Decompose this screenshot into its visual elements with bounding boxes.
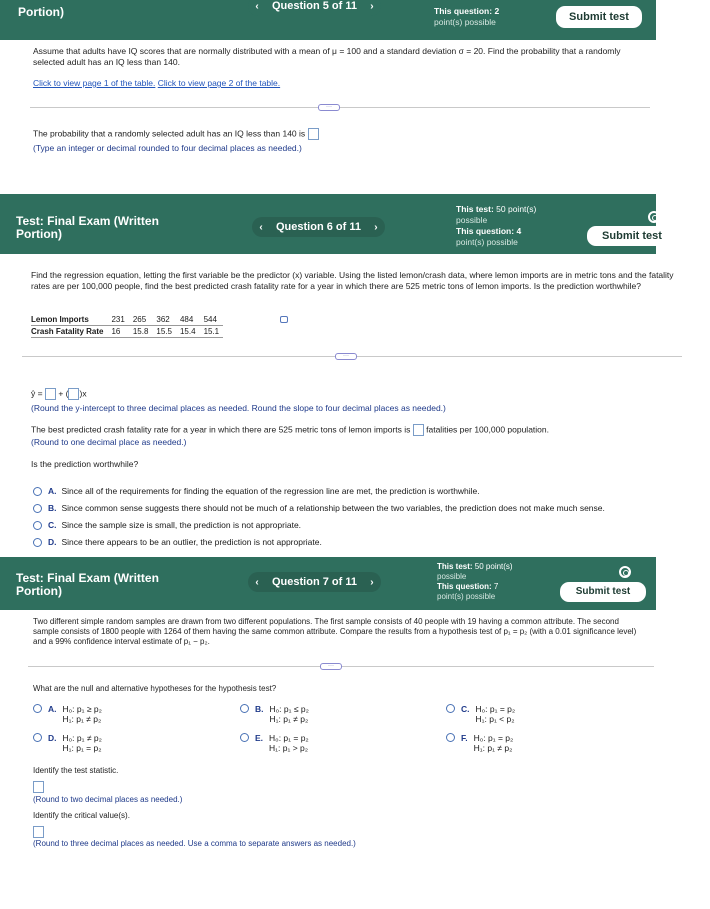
q6-header <box>0 194 662 254</box>
q7-option-d[interactable]: D. H₀: p₁ ≠ p₂ H₁: p₁ = p₂ <box>33 733 102 753</box>
radio-button[interactable] <box>33 487 42 496</box>
q7-crit-hint: (Round to three decimal places as needed. Use a comma to separate answers as needed.) <box>33 839 356 848</box>
q7-expand-toggle[interactable]: ··· <box>320 663 342 670</box>
table-row-label: Lemon Imports <box>31 314 107 326</box>
q6-test-title: Test: Final Exam (Written Portion) <box>16 214 159 241</box>
table-cell: 362 <box>152 314 176 326</box>
test-statistic-input[interactable] <box>33 781 44 793</box>
table-row-label: Crash Fatality Rate <box>31 326 107 338</box>
q7-stat-label: Identify the test statistic. <box>33 766 119 775</box>
q5-question-nav <box>248 0 381 16</box>
prev-question-icon[interactable]: ‹ <box>255 0 259 12</box>
q7-option-c[interactable]: C. H₀: p₁ = p₂ H₁: p₁ < p₂ <box>446 704 515 724</box>
q5-divider <box>30 107 650 108</box>
table-cell: 15.1 <box>200 326 224 338</box>
q6-option-c[interactable]: C. Since the sample size is small, the prediction is not appropriate. <box>33 520 301 531</box>
table-page-2-link[interactable]: Click to view page 2 of the table. <box>157 78 281 88</box>
settings-gear-icon[interactable] <box>619 566 631 578</box>
q5-answer-input[interactable] <box>308 128 319 140</box>
q5-question-label: Question 5 of 11 <box>272 0 357 12</box>
radio-button[interactable] <box>33 521 42 530</box>
q7-hyp-question: What are the null and alternative hypotheses for the hypothesis test? <box>33 684 277 693</box>
slope-input[interactable] <box>68 388 79 400</box>
q6-question-label: Question 6 of 11 <box>276 221 361 233</box>
q6-points-info: This test: 50 point(s) possible This question: 4 point(s) possible <box>456 204 537 247</box>
table-page-1-link[interactable]: Click to view page 1 of the table. <box>33 78 156 88</box>
q6-submit-button[interactable]: Submit test <box>587 226 677 246</box>
q5-expand-toggle[interactable]: ··· <box>318 104 340 111</box>
table-cell: 15.8 <box>129 326 153 338</box>
prediction-input[interactable] <box>413 424 424 436</box>
radio-button[interactable] <box>33 504 42 513</box>
q7-stat-hint: (Round to two decimal places as needed.) <box>33 795 183 804</box>
q7-option-a[interactable]: A. H₀: p₁ ≥ p₂ H₁: p₁ ≠ p₂ <box>33 704 102 724</box>
prev-question-icon[interactable]: ‹ <box>255 576 259 588</box>
copy-data-icon[interactable] <box>280 316 288 323</box>
radio-button[interactable] <box>446 733 455 742</box>
table-cell: 544 <box>200 314 224 326</box>
table-cell: 15.4 <box>176 326 200 338</box>
next-question-icon[interactable]: › <box>370 576 374 588</box>
radio-button[interactable] <box>240 733 249 742</box>
intercept-input[interactable] <box>45 388 56 400</box>
q5-table-links <box>33 78 280 89</box>
q6-worthwhile-question: Is the prediction worthwhile? <box>31 459 139 469</box>
q7-question-label: Question 7 of 11 <box>272 576 357 588</box>
q6-predict-hint: (Round to one decimal place as needed.) <box>31 437 187 447</box>
table-cell: 265 <box>129 314 153 326</box>
q7-test-title: Test: Final Exam (Written Portion) <box>16 571 159 598</box>
radio-button[interactable] <box>446 704 455 713</box>
next-question-icon[interactable]: › <box>370 0 374 12</box>
q6-data-table <box>31 314 223 338</box>
radio-button[interactable] <box>33 733 42 742</box>
table-cell: 16 <box>107 326 128 338</box>
table-cell: 484 <box>176 314 200 326</box>
q6-option-b[interactable]: B. Since common sense suggests there should not be much of a relationship between the two variables, the prediction does not make much sense. <box>33 503 605 514</box>
q6-expand-toggle[interactable]: ··· <box>335 353 357 360</box>
q5-submit-button[interactable]: Submit test <box>556 6 642 28</box>
table-cell: 15.5 <box>152 326 176 338</box>
q7-header <box>0 557 656 610</box>
radio-button[interactable] <box>33 704 42 713</box>
critical-value-input[interactable] <box>33 826 44 838</box>
q7-option-f[interactable]: F. H₀: p₁ = p₂ H₁: p₁ ≠ p₂ <box>446 733 513 753</box>
radio-button[interactable] <box>33 538 42 547</box>
q7-crit-label: Identify the critical value(s). <box>33 811 130 820</box>
q6-option-a[interactable]: A. Since all of the requirements for finding the equation of the regression line are met, the prediction is worthwhile. <box>33 486 480 497</box>
q6-equation-hint: (Round the y-intercept to three decimal places as needed. Round the slope to four decimal places as needed.) <box>31 403 446 413</box>
q7-prompt: Two different simple random samples are drawn from two different populations. The first sample consists of 40 people with 19 having a common attribute. The second sample consists of 1800 people with 1264 of them having the same common attribute. Compare the results from a hypothesis test of p₁ = p₂ (with a 0.01 significance level) and a 99% confidence interval estimate of p₁ − p₂. <box>33 617 637 646</box>
q5-test-title: Portion) <box>18 5 64 19</box>
settings-gear-icon[interactable] <box>648 211 660 223</box>
q5-prompt: Assume that adults have IQ scores that are normally distributed with a mean of μ = 100 and a standard deviation σ = 20. Find the probability that a randomly selected adult has an IQ less than 140. <box>33 46 621 67</box>
q7-submit-button[interactable]: Submit test <box>560 582 646 602</box>
radio-button[interactable] <box>240 704 249 713</box>
q6-question-nav <box>252 217 385 237</box>
q6-predict-line: The best predicted crash fatality rate for a year in which there are 525 metric tons of lemon imports is fatalities per 100,000 population. <box>31 424 549 435</box>
q7-points-info: This test: 50 point(s) possible This question: 7 point(s) possible <box>437 562 513 601</box>
q5-header <box>0 0 656 40</box>
q5-answer-hint: (Type an integer or decimal rounded to four decimal places as needed.) <box>33 143 302 153</box>
prev-question-icon[interactable]: ‹ <box>259 221 263 233</box>
q6-equation: ŷ = + ( )x <box>31 388 87 399</box>
q6-option-d[interactable]: D. Since there appears to be an outlier, the prediction is not appropriate. <box>33 537 322 548</box>
q6-prompt: Find the regression equation, letting the first variable be the predictor (x) variable. Using the listed lemon/crash data, where lemon imports are in metric tons and the fatality rates are per 100,000 people, find the best predicted crash fatality rate for a year in which there are 525 metric tons of lemon imports. Is the prediction worthwhile? <box>31 270 674 291</box>
q5-points-info: This question: 2 point(s) possible <box>434 6 500 27</box>
q7-option-b[interactable]: B. H₀: p₁ ≤ p₂ H₁: p₁ ≠ p₂ <box>240 704 309 724</box>
q7-question-nav <box>248 572 381 592</box>
q5-answer-line: The probability that a randomly selected adult has an IQ less than 140 is <box>33 128 319 140</box>
q7-option-e[interactable]: E. H₀: p₁ = p₂ H₁: p₁ > p₂ <box>240 733 309 753</box>
table-cell: 231 <box>107 314 128 326</box>
next-question-icon[interactable]: › <box>374 221 378 233</box>
